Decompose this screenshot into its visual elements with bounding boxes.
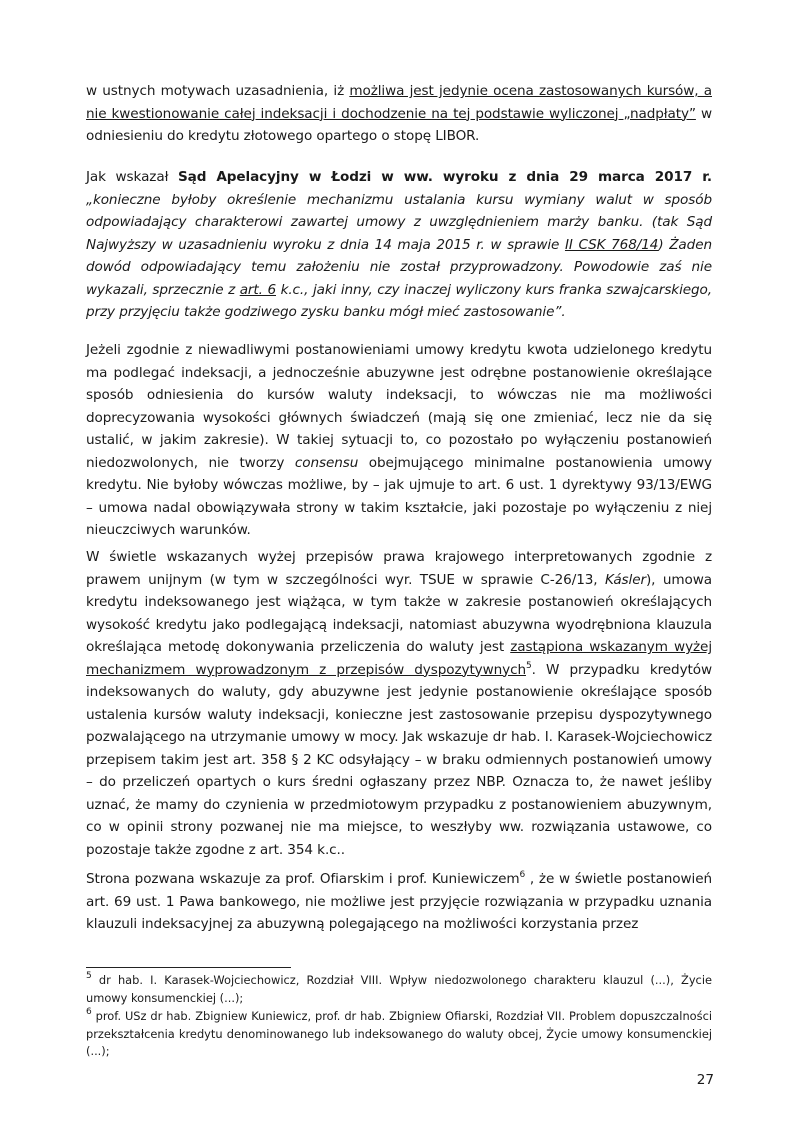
footnote-5-text: dr hab. I. Karasek-Wojciechowicz, Rozdział VIII. Wpływ niedozwolonego charakteru klauzul (...), Życie umowy konsumenckiej (...); <box>86 973 712 1005</box>
case-link-ii-csk[interactable]: II CSK 768/14 <box>564 236 659 253</box>
article-6-link[interactable]: art. 6 <box>239 281 276 298</box>
paragraph-4-italic: Kásler <box>604 571 646 588</box>
quote-text-3: k.c., jaki inny, czy inaczej wyliczony kurs franka szwajcarskiego, przy przyjęciu także godziwego zysku banku mógł mieć zastosowanie”. <box>86 281 712 320</box>
paragraph-3-text-end: obejmującego minimalne postanowienia umowy kredytu. Nie byłoby wówczas możliwe, by – jak ujmuje to art. 6 ust. 1 dyrektywy 93/13/EWG – umowa nadal obowiązywała strony w takim kształcie, jaki pozostaje po wyłączeniu z niej nieuczciwych warunków. <box>86 454 712 538</box>
paragraph-4-underlined: zastąpiona wskazanym wyżej mechanizmem wyprowadzonym z przepisów dyspozytywnych <box>86 639 712 678</box>
paragraph-1-text-end: w odniesieniu do kredytu złotowego opartego o stopę LIBOR. <box>86 105 712 144</box>
footnote-ref-5[interactable]: 5 <box>525 660 532 671</box>
paragraph-1-text: w ustnych motywach uzasadnienia, iż <box>86 83 350 99</box>
footnote-6-text: prof. USz dr hab. Zbigniew Kuniewicz, prof. dr hab. Zbigniew Ofiarski, Rozdział VII. Problem dopuszczalności przekształcenia kredytu denominowanego lub indeksowanego do waluty obcej, Życie umowy konsumenckiej (...); <box>86 1009 712 1058</box>
paragraph-3 <box>86 339 712 542</box>
paragraph-5-text-end: , że w świetle postanowień art. 69 ust. 1 Pawa bankowego, nie możliwe jest przyjęcie rozwiązania w przypadku uznania klauzuli indeksacyjnej za abuzywną polegającego na możliwości korzystania przez <box>86 871 713 932</box>
footnote-ref-6[interactable]: 6 <box>519 870 526 880</box>
footnote-5-number: 5 <box>86 971 92 981</box>
quote-text: „konieczne byłoby określenie mechanizmu ustalania kursu wymiany walut w sposób odpowiadający charakterowi zawartej umowy z uwzględnieniem marży banku. (tak Sąd Najwyższy w uzasadnieniu wyroku z dnia 14 maja 2015 r. w sprawie <box>86 191 712 253</box>
footnote-6-number: 6 <box>86 1007 92 1017</box>
quote-text-2: ) Żaden dowód odpowiadający temu założeniu nie został przyprowadzony. Powodowie zaś nie wykazali, sprzecznie z <box>86 236 712 298</box>
paragraph-5-text: Strona pozwana wskazuje za prof. Ofiarskim i prof. Kuniewiczem <box>86 871 520 887</box>
paragraph-4-text-2: ), umowa kredytu indeksowanego jest wiążąca, w tym także w zakresie postanowień określających wysokość kredytu jako podlegającą indeksacji, natomiast abuzywna wyodrębniona klauzula określająca metodę dokonywania przeliczenia do waluty jest <box>86 571 712 655</box>
paragraph-3-text: Jeżeli zgodnie z niewadliwymi postanowieniami umowy kredytu kwota udzielonego kredytu ma podlegać indeksacji, a jednocześnie abuzywne jest odrębne postanowienie określające sposób odniesienia do kursów waluty indeksacji, to wówczas nie ma możliwości doprecyzowania wysokości głównych świadczeń (mają się one zmieniać, lecz nie da się ustalić, w jakim zakresie). W takiej sytuacji to, co pozostało po wyłączeniu postanowień niedozwolonych, nie tworzy <box>86 342 712 471</box>
page-number: 27 <box>696 1072 714 1088</box>
footnote-separator <box>86 967 291 968</box>
paragraph-4 <box>86 546 712 861</box>
footnote-5 <box>86 972 712 1007</box>
paragraph-5 <box>86 868 712 936</box>
court-reference-bold: Sąd Apelacyjny w Łodzi w ww. wyroku z dnia 29 marca 2017 r. <box>177 169 712 185</box>
paragraph-4-text-3: . W przypadku kredytów indeksowanych do waluty, gdy abuzywne jest jedynie postanowienie określające sposób ustalenia kursów waluty indeksacji, konieczne jest zastosowanie przepisu dyspozytywnego pozwalającego na utrzymanie umowy w mocy. Jak wskazuje dr hab. I. Karasek-Wojciechowicz przepisem takim jest art. 358 § 2 KC odsyłający – w braku odmiennych postanowień umowy – do przeliczeń opartych o kurs średni ogłaszany przez NBP. Oznacza to, że nawet jeśliby uznać, że mamy do czynienia w przedmiotowym przypadku z postanowieniem abuzywnym, co w opinii strony pozwanej nie ma miejsce, to weszłyby ww. rozwiązania ustawowe, co pozostaje także zgodne z art. 354 k.c.. <box>86 661 712 858</box>
paragraph-3-italic: consensu <box>294 454 359 471</box>
paragraph-1-underlined: możliwa jest jedynie ocena zastosowanych kursów, a nie kwestionowanie całej indeksacji i dochodzenie na tej podstawie wyliczonej „nadpłaty” <box>86 83 712 122</box>
paragraph-4-text: W świetle wskazanych wyżej przepisów prawa krajowego interpretowanych zgodnie z prawem unijnym (w tym w szczególności wyr. TSUE w sprawie C-26/13, <box>86 549 712 588</box>
paragraph-2-lead: Jak wskazał <box>86 169 178 185</box>
paragraph-2-quote <box>86 166 712 324</box>
paragraph-1 <box>86 80 712 148</box>
footnote-6 <box>86 1008 712 1061</box>
